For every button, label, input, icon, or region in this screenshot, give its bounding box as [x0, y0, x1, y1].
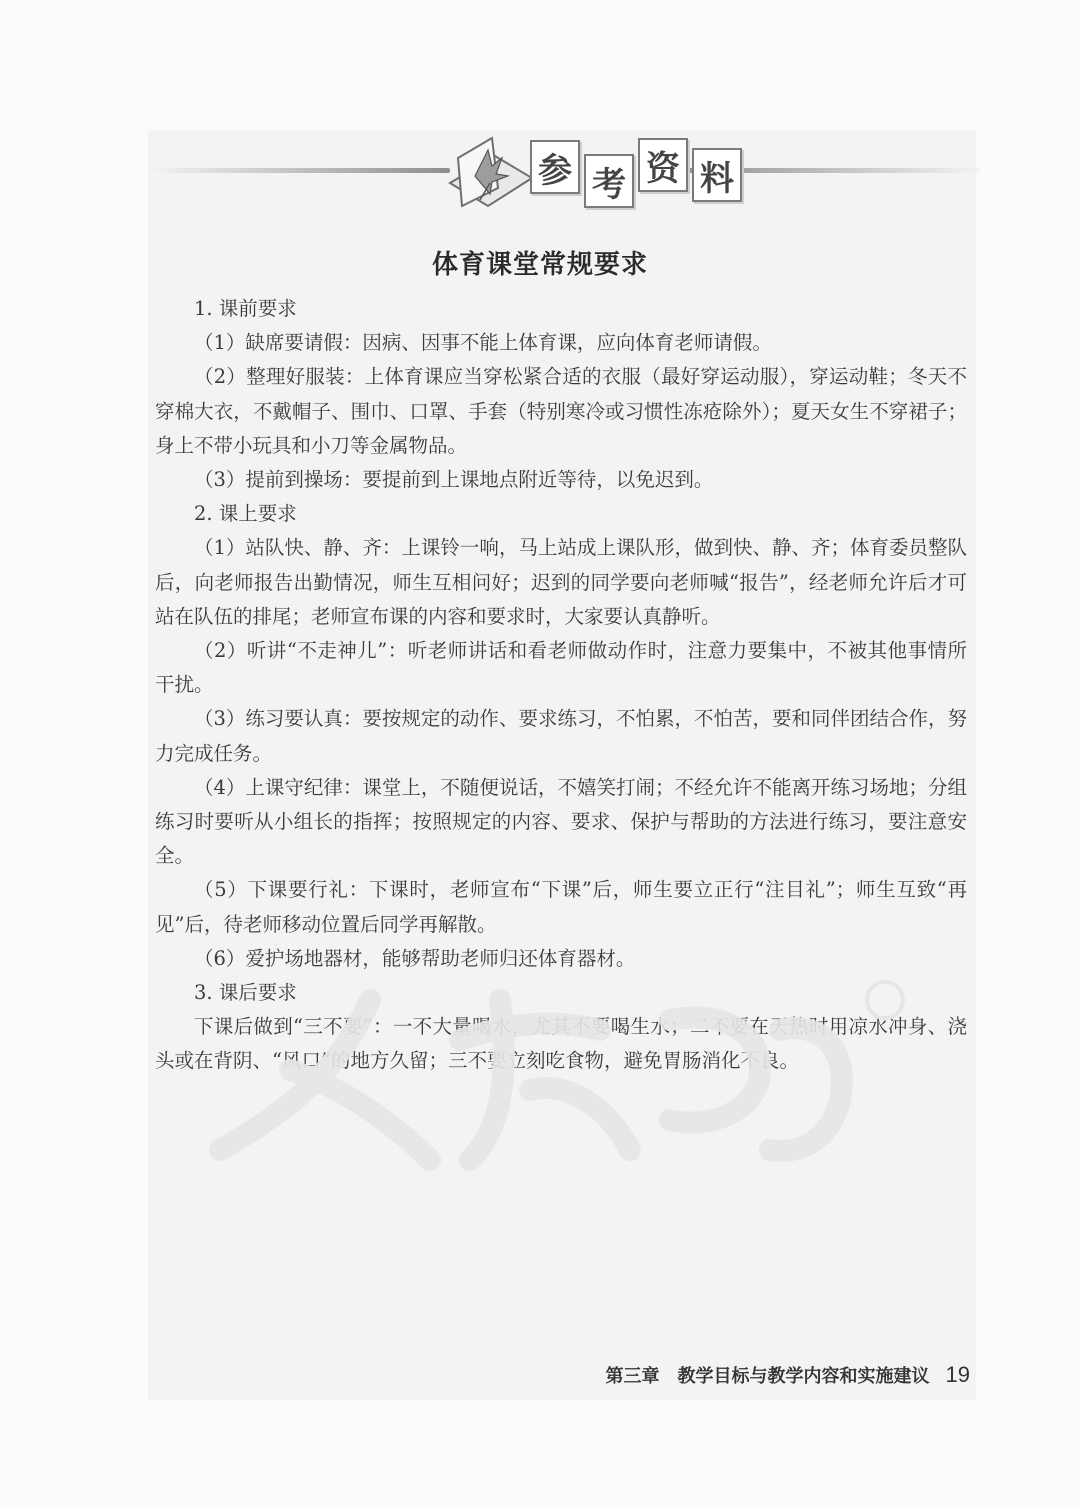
open-book-leaf-icon: [440, 128, 540, 218]
paragraph: （1）站队快、静、齐：上课铃一响，马上站成上课队形，做到快、静、齐；体育委员整队后，向老师报告出勤情况，师生互相问好；迟到的同学要向老师喊“报告”，经老师允许后才可站在队伍的排尾；老师宣布课的内容和要求时，大家要认真静听。: [155, 536, 967, 628]
paragraph: （6）爱护场地器材，能够帮助老师归还体育器材。: [194, 946, 636, 970]
chapter-title: 第三章 教学目标与教学内容和实施建议: [605, 1366, 930, 1387]
section-heading: 3. 课后要求: [194, 981, 297, 1005]
banner-char: 参: [530, 140, 580, 194]
paragraph: （2）听讲“不走神儿”：听老师讲话和看老师做动作时，注意力要集中，不被其他事情所干扰。: [155, 639, 967, 697]
document-title: 体育课堂常规要求: [431, 250, 648, 280]
banner-title: [530, 140, 742, 210]
body-text: [155, 292, 967, 1079]
paragraph: （3）练习要认真：要按规定的动作、要求练习，不怕累，不怕苦，要和同伴团结合作，努力完成任务。: [155, 707, 967, 765]
banner-rule-left: [150, 168, 450, 173]
section-heading: 2. 课上要求: [194, 502, 297, 526]
section-heading: 1. 课前要求: [194, 297, 297, 320]
paragraph: （4）上课守纪律：课堂上，不随便说话，不嬉笑打闹；不经允许不能离开练习场地；分组练习时要听从小组长的指挥；按照规定的内容、要求、保护与帮助的方法进行练习，要注意安全。: [155, 775, 967, 868]
paragraph: （1）缺席要请假：因病、因事不能上体育课，应向体育老师请假。: [194, 331, 772, 355]
paragraph: （5）下课要行礼：下课时，老师宣布“下课”后，师生要立正行“注目礼”；师生互致“再见”后，待老师移动位置后同学再解散。: [155, 878, 967, 936]
paragraph: （2）整理好服装：上体育课应当穿松紧合适的衣服（最好穿运动服），穿运动鞋；冬天不穿棉大衣，不戴帽子、围巾、口罩、手套（特别寒冷或习惯性冻疮除外）；夏天女生不穿裙子；身上不带小玩具和小刀等金属物品。: [155, 365, 967, 457]
banner-char: 考: [584, 154, 634, 208]
page-footer: [570, 1360, 970, 1390]
paragraph: （3）提前到操场：要提前到上课地点附近等待，以免迟到。: [194, 468, 714, 492]
paragraph: 下课后做到“三不要”：一不大量喝水，尤其不要喝生水；二不要在天热时用凉水冲身、浇头或在背阴、“风口”的地方久留；三不要立刻吃食物，避免胃肠消化不良。: [155, 1015, 967, 1073]
reference-banner: [150, 128, 980, 228]
banner-char: 料: [692, 148, 742, 202]
page-number: 19: [945, 1362, 970, 1387]
banner-char: 资: [638, 138, 688, 192]
